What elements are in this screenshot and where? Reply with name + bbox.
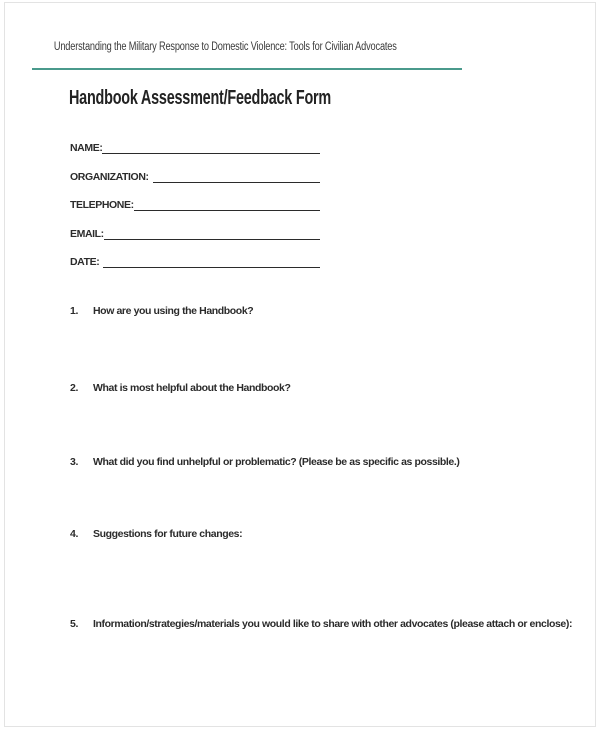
question-number: 5. (70, 618, 78, 630)
field-row-telephone (70, 196, 320, 212)
field-row-email (70, 225, 320, 241)
question-text: Information/strategies/materials you would like to share with other advocates (please attach or enclose): (93, 618, 573, 630)
question-number: 2. (70, 382, 78, 394)
question-text: Suggestions for future changes: (93, 528, 243, 540)
field-blank-line-name (102, 153, 320, 154)
field-blank-line-organization (153, 182, 320, 183)
field-label-telephone: TELEPHONE: (70, 199, 134, 211)
questions-list (70, 302, 600, 633)
question-number: 4. (70, 528, 78, 540)
question-text: What did you find unhelpful or problematic? (Please be as specific as possible.) (93, 456, 460, 468)
question-item-1 (70, 302, 600, 320)
field-row-name (70, 139, 320, 155)
question-item-2 (70, 379, 600, 397)
field-row-date (70, 253, 320, 269)
field-row-organization (70, 168, 320, 184)
form-title-text: Handbook Assessment/Feedback Form (69, 87, 332, 109)
field-label-name: NAME: (70, 142, 103, 154)
header-divider-rule (32, 68, 462, 70)
document-header-title: Understanding the Military Response to Domestic Violence: Tools for Civilian Advocates (53, 41, 397, 53)
question-text: What is most helpful about the Handbook? (93, 382, 291, 394)
question-item-4 (70, 525, 600, 543)
field-label-email: EMAIL: (70, 227, 104, 240)
document-header (0, 40, 450, 53)
field-label-organization: ORGANIZATION: (70, 170, 149, 183)
question-number: 3. (70, 456, 78, 468)
field-label-date: DATE: (70, 256, 100, 268)
question-number: 1. (70, 305, 78, 317)
field-blank-line-date (103, 267, 320, 268)
question-item-3 (70, 453, 600, 471)
field-blank-line-telephone (134, 210, 320, 211)
contact-fields (70, 139, 600, 269)
field-blank-line-email (104, 239, 320, 240)
question-item-5 (70, 615, 600, 633)
question-text: How are you using the Handbook? (93, 305, 254, 317)
form-title (69, 88, 600, 108)
